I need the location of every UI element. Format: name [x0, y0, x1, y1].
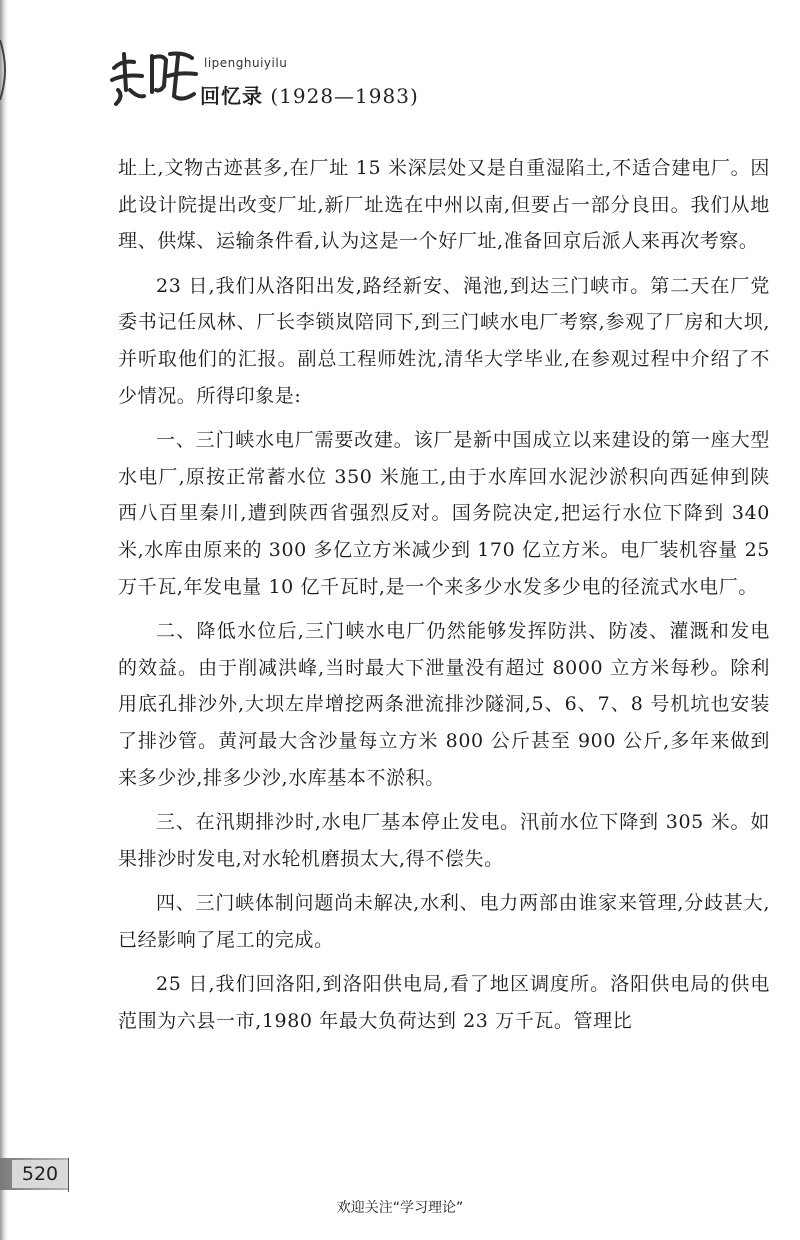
paragraph-3: 一、三门峡水电厂需要改建。该厂是新中国成立以来建设的第一座大型水电厂,原按正常蓄水位 350 米施工,由于水库回水泥沙淤积向西延伸到陕西八百里秦川,遭到陕西省强烈反对。国务院决定,把运行水位下降到 340 米,水库由原来的 300 多亿立方米减少到 170 亿立方米。电厂装机容量 25 万千瓦,年发电量 10 亿千瓦时,是一个来多少水发多少电的径流式水电厂。 [118, 429, 770, 598]
paragraph-6: 四、三门峡体制问题尚未解决,水利、电力两部由谁家来管理,分歧甚大,已经影响了尾工的完成。 [118, 892, 770, 951]
signature-logo [108, 46, 200, 110]
footer-note: 欢迎关注“学习理论” [336, 1200, 464, 1216]
header-title [200, 80, 419, 109]
paragraph-2: 23 日,我们从洛阳出发,路经新安、渑池,到达三门峡市。第二天在厂党委书记任凤林、厂长李锁岚陪同下,到三门峡水电厂考察,参观了厂房和大坝,并听取他们的汇报。副总工程师姓沈,清华大学毕业,在参观过程中介绍了不少情况。所得印象是: [118, 274, 770, 407]
body-text [118, 150, 770, 1048]
header-years: (1928—1983) [270, 84, 419, 108]
paragraph-5: 三、在汛期排沙时,水电厂基本停止发电。汛前水位下降到 305 米。如果排沙时发电,对水轮机磨损太大,得不偿失。 [118, 811, 770, 870]
spine-curve-mark [0, 40, 10, 100]
header-pinyin: lipenghuiyilu [204, 56, 288, 70]
running-header [108, 46, 528, 116]
paragraph-1: 址上,文物古迹甚多,在厂址 15 米深层处又是自重湿陷土,不适合建电厂。因此设计院提出改变厂址,新厂址选在中州以南,但要占一部分良田。我们从地理、供煤、运输条件看,认为这是一个好厂址,准备回京后派人来再次考察。 [118, 157, 770, 253]
header-title-text: 回忆录 [200, 84, 263, 108]
paragraph-7: 25 日,我们回洛阳,到洛阳供电局,看了地区调度所。洛阳供电局的供电范围为六县一市,1980 年最大负荷达到 23 万千瓦。管理比 [118, 973, 770, 1033]
paragraph-4: 二、降低水位后,三门峡水电厂仍然能够发挥防洪、防凌、灌溉和发电的效益。由于削减洪峰,当时最大下泄量没有超过 8000 立方米每秒。除利用底孔排沙外,大坝左岸增挖两条泄流排沙隧洞,5、6、7、8 号机坑也安装了排沙管。黄河最大含沙量每立方米 800 公斤甚至 900 公斤,多年来做到来多少沙,排多少沙,水库基本不淤积。 [118, 620, 770, 789]
page-number: 520 [12, 1160, 68, 1188]
book-spine-shadow [0, 0, 8, 1240]
page-number-divider [68, 1158, 69, 1192]
